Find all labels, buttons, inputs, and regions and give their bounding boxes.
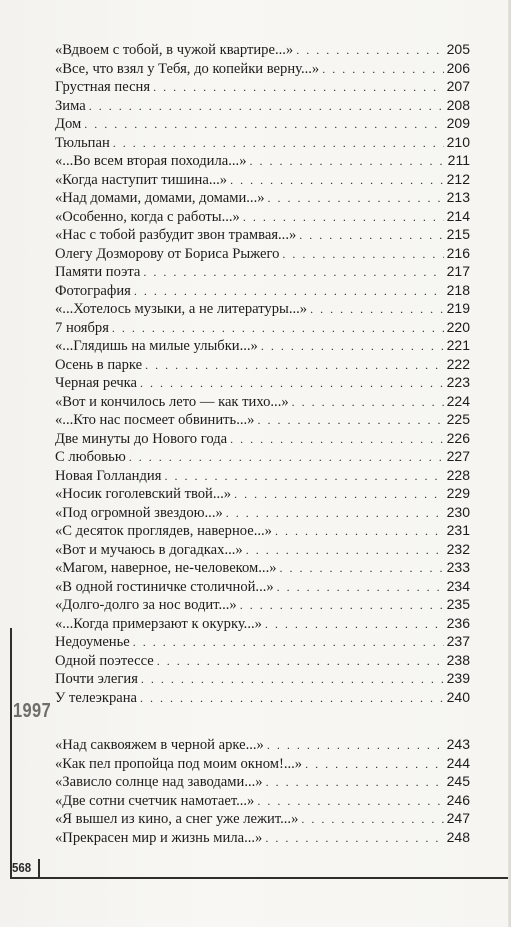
toc-entry <box>55 40 470 59</box>
toc-entry-title: Зима <box>55 97 86 114</box>
toc-entry <box>55 151 470 170</box>
toc-entry-page-number: 220 <box>446 318 470 335</box>
toc-entry-page-number: 218 <box>446 281 470 298</box>
toc-entry-page-number: 222 <box>446 355 470 372</box>
toc-entry <box>55 392 470 411</box>
toc-entry-page-number: 216 <box>446 244 470 261</box>
toc-entry-title: Тюльпан <box>55 134 110 151</box>
toc-entry-page-number: 223 <box>446 374 470 390</box>
toc-entry-title: Дом <box>55 116 82 132</box>
toc-leader-dots <box>275 522 444 541</box>
toc-leader-dots <box>112 319 444 338</box>
toc-entry-title: «Вот и мучаюсь в догадках...» <box>55 541 243 558</box>
toc-entry <box>55 225 470 244</box>
toc-entry-page-number: 229 <box>446 485 470 501</box>
toc-leader-dots <box>322 60 443 79</box>
toc-entry-page-number: 233 <box>446 559 470 575</box>
toc-leader-dots <box>226 504 444 523</box>
toc-entry <box>55 688 470 707</box>
toc-entry <box>55 244 470 263</box>
toc-entry-page-number: 226 <box>446 429 470 446</box>
toc-entry-page-number: 238 <box>446 651 470 668</box>
toc-leader-dots <box>84 115 443 134</box>
toc-entry-title: «Под огромной звездою...» <box>55 504 223 521</box>
toc-leader-dots <box>230 430 444 449</box>
toc-entry-page-number: 225 <box>446 411 470 427</box>
toc-entry <box>55 735 470 754</box>
toc-entry-page-number: 232 <box>446 540 470 557</box>
toc-entry-title: Памяти поэта <box>55 264 141 280</box>
toc-leader-dots <box>133 633 444 652</box>
toc-entry-page-number: 221 <box>446 337 470 353</box>
toc-leader-dots <box>299 226 443 245</box>
toc-entry-title: Осень в парке <box>55 356 143 373</box>
toc-section-1997 <box>55 735 470 846</box>
toc-entry-title: С любовью <box>55 449 126 465</box>
toc-leader-dots <box>292 393 444 412</box>
toc-entry-title: Грустная песня <box>55 79 151 95</box>
toc-entry-page-number: 211 <box>447 152 470 168</box>
toc-entry <box>55 355 470 374</box>
toc-entry-page-number: 217 <box>446 263 470 279</box>
toc-entry <box>55 96 470 115</box>
toc-entry <box>55 772 470 791</box>
toc-entry <box>55 170 470 189</box>
toc-entry-title: «Когда наступит тишина...» <box>55 171 228 188</box>
toc-entry <box>55 754 470 773</box>
toc-entry-title: «Особенно, когда с работы...» <box>55 208 240 225</box>
toc-entry-page-number: 246 <box>446 791 470 808</box>
toc-entry <box>55 484 470 503</box>
toc-leader-dots <box>140 374 444 393</box>
toc-leader-dots <box>153 78 444 97</box>
toc-leader-dots <box>265 615 444 634</box>
toc-entry <box>55 503 470 522</box>
toc-entry-title: «...Во всем вторая походила...» <box>55 153 247 169</box>
toc-entry-title: Одной поэтессе <box>55 652 154 669</box>
toc-entry <box>55 447 470 466</box>
toc-entry-title: «...Глядишь на милые улыбки...» <box>55 338 258 354</box>
toc-entry-page-number: 235 <box>446 596 470 612</box>
toc-entry-title: «Все, что взял у Тебя, до копейки верну...» <box>55 60 320 77</box>
toc-entry-page-number: 243 <box>446 736 470 752</box>
toc-entry <box>55 373 470 392</box>
toc-leader-dots <box>141 670 444 689</box>
toc-leader-dots <box>234 485 444 504</box>
toc-entry <box>55 188 470 207</box>
toc-entry <box>55 318 470 337</box>
toc-entry-page-number: 248 <box>446 828 470 845</box>
toc-entry-title: 7 ноября <box>55 319 109 336</box>
page-number-divider <box>38 859 40 878</box>
toc-leader-dots <box>268 189 444 208</box>
toc-entry-title: «С десяток проглядев, наверное...» <box>55 523 272 539</box>
toc-leader-dots <box>257 792 443 811</box>
toc-entry-page-number: 206 <box>446 59 470 76</box>
toc-leader-dots <box>282 245 443 264</box>
toc-entry-page-number: 234 <box>446 577 470 594</box>
toc-entry-title: «Над домами, домами, домами...» <box>55 190 265 206</box>
toc-entry-title: «Я вышел из кино, а снег уже лежит...» <box>55 811 299 827</box>
toc-entry-title: «Прекрасен мир и жизнь мила...» <box>55 829 263 846</box>
toc-entry-title: Олегу Дозморову от Бориса Рыжего <box>55 245 280 262</box>
toc-entry-title: «Вот и кончилось лето — как тихо...» <box>55 393 289 410</box>
toc-leader-dots <box>157 652 444 671</box>
toc-entry <box>55 521 470 540</box>
toc-entry <box>55 809 470 828</box>
toc-leader-dots <box>129 448 444 467</box>
toc-entry-title: Две минуты до Нового года <box>55 430 228 447</box>
toc-entry <box>55 669 470 688</box>
toc-entry-page-number: 244 <box>446 754 470 771</box>
toc-entry <box>55 410 470 429</box>
toc-entry <box>55 828 470 847</box>
toc-entry-title: «Вдвоем с тобой, в чужой квартире...» <box>55 42 294 58</box>
toc-entry <box>55 540 470 559</box>
toc-entry-title: «Две сотни счетчик намотает...» <box>55 792 255 809</box>
toc-entry-page-number: 210 <box>446 133 470 150</box>
toc-entry-title: Новая Голландия <box>55 467 162 484</box>
toc-entry-title: Недоуменье <box>55 634 130 650</box>
toc-leader-dots <box>310 300 444 319</box>
toc-entry <box>55 577 470 596</box>
toc-entry-title: Черная речка <box>55 375 138 391</box>
toc-entry <box>55 133 470 152</box>
toc-leader-dots <box>305 755 444 774</box>
toc-entry-title: У телеэкрана <box>55 689 138 706</box>
toc-leader-dots <box>301 810 443 829</box>
toc-leader-dots <box>267 736 444 755</box>
toc-leader-dots <box>143 263 443 282</box>
toc-entry <box>55 281 470 300</box>
toc-section-1996 <box>55 40 470 706</box>
toc-leader-dots <box>265 829 443 848</box>
toc-entry-title: «...Когда примерзают к окурку...» <box>55 615 262 632</box>
page-number: 568 <box>12 860 32 875</box>
toc-leader-dots <box>246 541 444 560</box>
year-heading: 1997 <box>13 700 52 722</box>
toc-entry <box>55 429 470 448</box>
toc-entry-page-number: 247 <box>446 810 470 826</box>
toc-entry <box>55 299 470 318</box>
toc-entry <box>55 595 470 614</box>
toc-leader-dots <box>266 773 444 792</box>
toc-entry-title: Фотография <box>55 282 131 299</box>
toc-entry-page-number: 212 <box>446 170 470 187</box>
toc-entry-page-number: 214 <box>446 207 470 224</box>
toc-entry-page-number: 209 <box>446 115 470 131</box>
toc-leader-dots <box>280 559 444 578</box>
toc-entry-title: «В одной гостиничке столичной...» <box>55 578 274 595</box>
toc-leader-dots <box>296 41 443 60</box>
toc-entry <box>55 558 470 577</box>
toc-entry-title: «Зависло солнце над заводами...» <box>55 774 263 790</box>
toc-entry-page-number: 213 <box>446 189 470 205</box>
toc-entry-page-number: 231 <box>446 522 470 538</box>
toc-entry-title: «...Кто нас посмеет обвинить...» <box>55 412 255 428</box>
toc-entry-page-number: 205 <box>446 41 470 57</box>
toc-entry-title: «Над саквояжем в черной арке...» <box>55 737 264 753</box>
toc-entry-page-number: 224 <box>446 392 470 409</box>
margin-rule-vertical <box>10 628 12 877</box>
toc-entry-title: «Долго-долго за нос водит...» <box>55 597 237 613</box>
toc-entry-title: Почти элегия <box>55 671 138 687</box>
toc-entry-page-number: 240 <box>446 688 470 705</box>
toc-entry-page-number: 219 <box>446 300 470 316</box>
toc-entry <box>55 651 470 670</box>
toc-leader-dots <box>257 411 443 430</box>
toc-entry <box>55 791 470 810</box>
toc-entry <box>55 59 470 78</box>
toc-entry <box>55 262 470 281</box>
toc-leader-dots <box>243 208 444 227</box>
toc-leader-dots <box>89 97 444 116</box>
toc-entry <box>55 114 470 133</box>
toc-entry-page-number: 207 <box>446 78 470 94</box>
toc-entry-page-number: 230 <box>446 503 470 520</box>
toc-leader-dots <box>145 356 444 375</box>
toc-entry-page-number: 227 <box>446 448 470 464</box>
toc-leader-dots <box>140 689 444 708</box>
toc-entry-page-number: 236 <box>446 614 470 631</box>
toc-entry-page-number: 208 <box>446 96 470 113</box>
toc-leader-dots <box>113 134 444 153</box>
toc-entry-title: «Как пел пропойца под моим окном!...» <box>55 755 303 772</box>
toc-entry <box>55 207 470 226</box>
toc-entry-title: «Магом, наверное, не-человеком...» <box>55 560 277 576</box>
toc-entry-title: «...Хотелось музыки, а не литературы...» <box>55 301 308 317</box>
toc-leader-dots <box>250 152 445 171</box>
toc-entry-page-number: 228 <box>446 466 470 483</box>
toc-entry-page-number: 245 <box>446 773 470 789</box>
toc-leader-dots <box>240 596 444 615</box>
toc-entry-page-number: 239 <box>446 670 470 686</box>
toc-entry <box>55 336 470 355</box>
toc-entry <box>55 632 470 651</box>
toc-entry-page-number: 215 <box>446 226 470 242</box>
footer-rule <box>10 877 511 879</box>
toc-leader-dots <box>277 578 444 597</box>
toc-leader-dots <box>164 467 443 486</box>
toc-entry-page-number: 237 <box>446 633 470 649</box>
toc-entry-title: «Нас с тобой разбудит звон трамвая...» <box>55 227 297 243</box>
toc-leader-dots <box>230 171 444 190</box>
toc-entry-title: «Носик гоголевский твой...» <box>55 486 232 502</box>
toc-entry <box>55 466 470 485</box>
toc-leader-dots <box>134 282 444 301</box>
toc-leader-dots <box>261 337 444 356</box>
toc-entry <box>55 614 470 633</box>
toc-entry <box>55 77 470 96</box>
